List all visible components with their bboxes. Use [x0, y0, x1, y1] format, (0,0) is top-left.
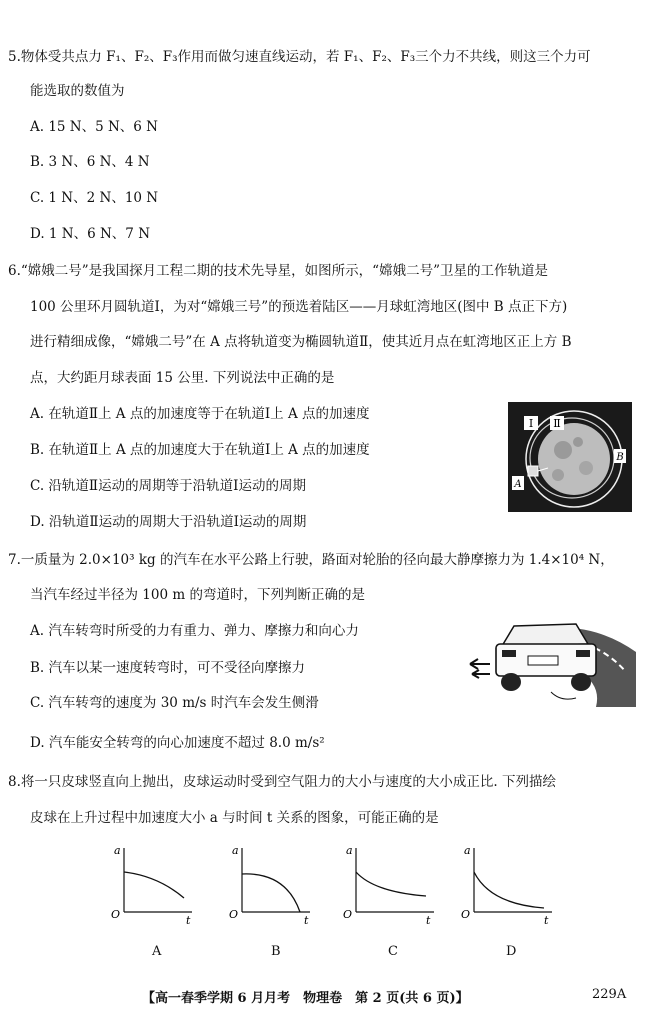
point-b-label: B	[616, 452, 624, 463]
q6-option-b: B. 在轨道Ⅱ上 A 点的加速度大于在轨道Ⅰ上 A 点的加速度	[30, 442, 370, 458]
q7-option-a: A. 汽车转弯时所受的力有重力、弹力、摩擦力和向心力	[30, 623, 359, 639]
graph-b	[226, 842, 312, 926]
wheel	[571, 673, 591, 691]
wheel	[501, 673, 521, 691]
q7-option-b: B. 汽车以某一速度转弯时，可不受径向摩擦力	[30, 660, 306, 676]
force-arrow	[470, 659, 490, 669]
moon-crater	[554, 441, 572, 459]
curve-d	[474, 872, 544, 908]
y-axis-label: a	[464, 844, 471, 857]
q6-option-c: C. 沿轨道Ⅱ运动的周期等于沿轨道Ⅰ运动的周期	[30, 478, 306, 494]
orbit-1-label: Ⅰ	[528, 417, 534, 430]
x-axis-label: t	[426, 914, 431, 926]
origin-label: O	[229, 908, 239, 921]
q6-stem-line-4: 点，大约距月球表面 15 公里. 下列说法中正确的是	[30, 370, 335, 386]
graph-d-label: D	[506, 944, 517, 959]
graph-b-label: B	[271, 944, 281, 959]
force-arrow	[472, 670, 490, 678]
q5-option-b: B. 3 N、6 N、4 N	[30, 154, 150, 170]
x-axis-label: t	[544, 914, 549, 926]
curve-b	[242, 874, 300, 912]
q7-option-d: D. 汽车能安全转弯的向心加速度不超过 8.0 m/s²	[30, 735, 325, 751]
x-axis-label: t	[304, 914, 309, 926]
q5-stem-line-2: 能选取的数值为	[30, 83, 125, 99]
q7-option-c: C. 汽车转弯的速度为 30 m/s 时汽车会发生侧滑	[30, 695, 319, 711]
moon	[538, 423, 610, 495]
y-axis-label: a	[232, 844, 239, 857]
y-axis-label: a	[346, 844, 353, 857]
tail-light	[576, 650, 590, 657]
q5-option-a: A. 15 N、5 N、6 N	[30, 119, 158, 135]
graph-c-label: C	[388, 944, 398, 959]
orbit-2-label: Ⅱ	[553, 417, 561, 430]
y-axis-label: a	[114, 844, 121, 857]
q5-option-d: D. 1 N、6 N、7 N	[30, 226, 151, 242]
moon-crater	[579, 461, 593, 475]
origin-label: O	[343, 908, 353, 921]
q7-stem-line-1: 7.一质量为 2.0×10³ kg 的汽车在水平公路上行驶，路面对轮胎的径向最大静摩擦力为 1.4×10⁴ N，	[8, 552, 614, 568]
graph-a-label: A	[152, 944, 162, 959]
q5-option-c: C. 1 N、2 N、10 N	[30, 190, 159, 206]
q6-option-d: D. 沿轨道Ⅱ运动的周期大于沿轨道Ⅰ运动的周期	[30, 514, 307, 530]
satellite	[528, 466, 538, 476]
curve-c	[356, 872, 426, 896]
moon-crater	[552, 469, 564, 481]
x-axis-label: t	[186, 914, 191, 926]
car-roof	[502, 624, 588, 646]
point-a-label: A	[514, 479, 522, 490]
q6-stem-line-3: 进行精细成像，“嫦娥二号”在 A 点将轨道变为椭圆轨道Ⅱ，使其近月点在虹湾地区正上方 B	[30, 334, 572, 350]
dust	[551, 692, 576, 699]
license-plate	[528, 656, 558, 665]
q5-stem-line-1: 5.物体受共点力 F₁、F₂、F₃作用而做匀速直线运动，若 F₁、F₂、F₃三个力不共线，则这三个力可	[8, 49, 591, 65]
tail-light	[502, 650, 516, 657]
origin-label: O	[111, 908, 121, 921]
page-footer: 【高一春季学期 6 月月考 物理卷 第 2 页(共 6 页)】	[142, 991, 469, 1006]
q7-stem-line-2: 当汽车经过半径为 100 m 的弯道时，下列判断正确的是	[30, 587, 365, 603]
q6-stem-line-2: 100 公里环月圆轨道Ⅰ，为对“嫦娥三号”的预选着陆区——月球虹湾地区(图中 B 点正下方)	[30, 299, 568, 315]
q8-stem-line-1: 8.将一只皮球竖直向上抛出，皮球运动时受到空气阻力的大小与速度的大小成正比. 下列描绘	[8, 774, 556, 790]
q8-stem-line-2: 皮球在上升过程中加速度大小 a 与时间 t 关系的图象，可能正确的是	[30, 810, 439, 826]
q6-option-a: A. 在轨道Ⅱ上 A 点的加速度等于在轨道Ⅰ上 A 点的加速度	[30, 406, 370, 422]
paper-code: 229A	[592, 987, 627, 1002]
curve-a	[124, 872, 184, 898]
car-turning-figure	[466, 612, 636, 707]
graph-d	[458, 842, 554, 926]
graph-a	[108, 842, 194, 926]
origin-label: O	[461, 908, 471, 921]
moon-crater	[573, 437, 583, 447]
q6-stem-line-1: 6.“嫦娥二号”是我国探月工程二期的技术先导星，如图所示，“嫦娥二号”卫星的工作轨道是	[8, 263, 548, 279]
moon-orbit-figure	[508, 402, 632, 512]
graph-c	[340, 842, 436, 926]
